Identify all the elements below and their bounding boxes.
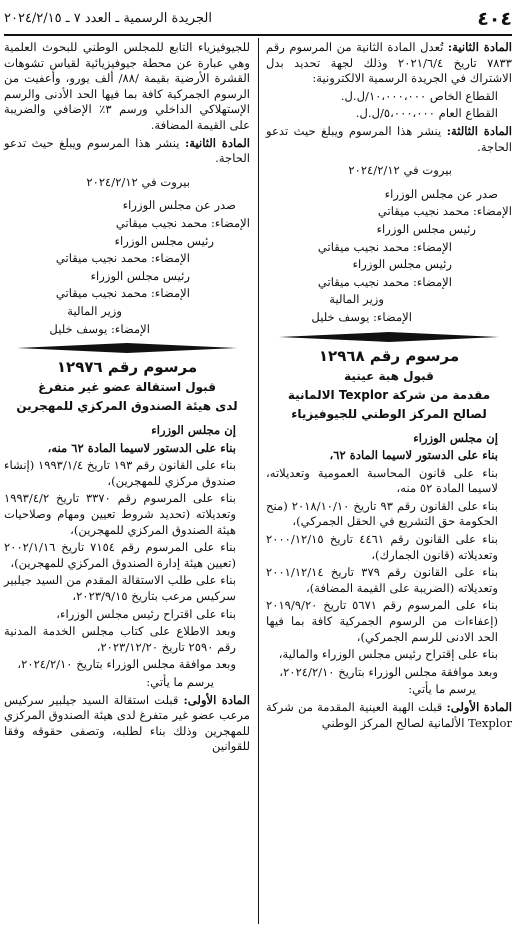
- signature-line: الإمضاء: محمد نجيب ميقاتي: [377, 204, 512, 219]
- constitution-clause: بناء على الدستور لاسيما المادة ٦٢،: [329, 448, 498, 463]
- signature-line: الإمضاء: محمد نجيب ميقاتي: [317, 274, 452, 289]
- signature-line: الإمضاء: يوسف خليل: [311, 309, 412, 324]
- article-2: المادة الثانية: ينشر هذا المرسوم ويبلغ حيث تدعو الحاجة.: [4, 135, 251, 166]
- private-sector-fee: القطاع الخاص ١٠،٠٠٠،٠٠٠/ل.ل.: [340, 88, 498, 103]
- council-heading: إن مجلس الوزراء: [151, 423, 236, 438]
- signature-line: صدر عن مجلس الوزراء: [384, 186, 498, 201]
- preamble-clause: بناء على القانون رقم ٣٧٩ تاريخ ٢٠٠١/١٢/١٤ وتعديلاته (الضريبة على القيمة المضافة)،: [266, 565, 498, 595]
- preamble-clause: وبعد الاطلاع على كتاب مجلس الخدمة المدنية رقم ٢٥٩٠ تاريخ ٢٠٢٣/١٢/٢٠،: [4, 624, 236, 654]
- signature-line: الإمضاء: محمد نجيب ميقاتي: [317, 239, 452, 254]
- page-number: ٤٠٤: [477, 8, 512, 30]
- right-column: [266, 40, 512, 733]
- signature-line: رئيس مجلس الوزراء: [114, 233, 214, 248]
- constitution-clause: بناء على الدستور لاسيما المادة ٦٢ منه،: [47, 440, 236, 455]
- decree-title: لدى هيئة الصندوق المركزي للمهجرين: [16, 399, 238, 414]
- decree-title: لصالح المركز الوطني للجيوفيزياء: [291, 406, 487, 421]
- preamble-clause: بناء على القانون رقم ٩٣ تاريخ ٢٠١٨/١٠/١٠ (منح الحكومة حق التشريع في الحقل الجمركي)،: [266, 498, 498, 529]
- article-continuation: للجيوفيزياء التابع للمجلس الوطني للبحوث العلمية وهي عبارة عن محطة جيوفيزيائية لقياس تشوهات القشرة الأرضية بقيمة /٨٨/ ألف يورو، وأعفيت من الرسوم الجمركية كافة بما فيها الحد الأدنى والرسم الإستهلاكي الداخلي ورسم ٣٪ الإضافي والضريبة على القيمة المضافة.: [4, 40, 250, 132]
- separator-ornament: [279, 330, 499, 344]
- article-1: المادة الأولى: قبلت استقالة السيد جيلبير سركيس مرعب عضو غير متفرغ لدى هيئة الصندوق المركزي للمهجرين وذلك بناء لطلبه، وتصفى حقوقه وفقا للقوانين: [4, 692, 250, 754]
- preamble-clause: بناء على القانون رقم ٤٤٦١ تاريخ ٢٠٠٠/١٢/١٥ وتعديلاته (قانون الجمارك)،: [266, 532, 498, 562]
- article-3: المادة الثالثة: ينشر هذا المرسوم ويبلغ حيث تدعو الحاجة.: [266, 123, 513, 154]
- preamble-clause: بناء على المرسوم رقم ٣٣٧٠ تاريخ ١٩٩٣/٤/٢ وتعديلاته (تحديد شروط تعيين ومهام وصلاحيات هيئة الصندوق المركزي للمهجرين)،: [4, 491, 236, 537]
- article-1: المادة الأولى: قبلت الهبة العينية المقدمة من شركة Texplor الألمانية لصالح المركز الوطني: [266, 700, 513, 730]
- signature-line: الإمضاء: محمد نجيب ميقاتي: [55, 251, 190, 266]
- preamble-clause: وبعد موافقة مجلس الوزراء بتاريخ ٢٠٢٤/٢/١٠،: [279, 664, 498, 679]
- decree-line: يرسم ما يأتي:: [408, 682, 476, 697]
- preamble-clause: بناء على المرسوم رقم ٥٦٧١ تاريخ ٢٠١٩/٩/٢٠ (إعفاءات من الرسوم الجمركية كافة بما فيها الحد الادنى للرسم الجمركي)،: [266, 598, 498, 644]
- signature-line: الإمضاء: محمد نجيب ميقاتي: [55, 286, 190, 301]
- gazette-issue-title: الجريدة الرسمية ـ العدد ٧ ـ ٢٠٢٤/٢/١٥: [4, 11, 212, 26]
- council-heading: إن مجلس الوزراء: [413, 430, 498, 445]
- decree-title: قبول استقالة عضو غير متفرغ: [38, 380, 216, 395]
- issue-date: بيروت في ٢٠٢٤/٢/١٢: [86, 174, 190, 189]
- preamble-clause: بناء على طلب الاستقالة المقدم من السيد جيلبير سركيس مرعب بتاريخ ٢٠٢٣/٩/١٥،: [4, 573, 236, 604]
- left-column: [4, 40, 250, 757]
- preamble-clause: وبعد موافقة مجلس الوزراء بتاريخ ٢٠٢٤/٢/١٠،: [17, 657, 236, 672]
- signature-line: رئيس مجلس الوزراء: [90, 268, 190, 283]
- header-rule: [4, 34, 512, 36]
- signature-line: صدر عن مجلس الوزراء: [122, 198, 236, 213]
- preamble-clause: بناء على المرسوم رقم ٧١٥٤ تاريخ ٢٠٠٢/١/١٦ (تعيين هيئة إدارة الصندوق المركزي للمهجرين)،: [4, 540, 236, 570]
- signature-line: وزير المالية: [67, 303, 122, 318]
- preamble-clause: بناء على اقتراح رئيس مجلس الوزراء،: [56, 606, 236, 621]
- signature-line: رئيس مجلس الوزراء: [376, 221, 476, 236]
- signature-line: الإمضاء: يوسف خليل: [49, 321, 150, 336]
- issue-date: بيروت في ٢٠٢٤/٢/١٢: [348, 163, 452, 178]
- decree-number: مرسوم رقم ١٢٩٦٨: [318, 346, 460, 365]
- preamble-clause: بناء على قانون المحاسبة العمومية وتعديلاته، لاسيما المادة ٥٢ منه،: [266, 465, 498, 496]
- article-2: المادة الثانية: تُعدل المادة الثانية من المرسوم رقم ٧٨٣٣ تاريخ ٢٠٢١/٦/٤ وذلك لجهة تحديد بدل الاشتراك في الجريدة الرسمية الالكترونية:: [266, 40, 512, 86]
- separator-ornament: [17, 341, 237, 355]
- decree-line: يرسم ما يأتي:: [146, 675, 214, 689]
- public-sector-fee: القطاع العام ٥،٠٠٠،٠٠٠/ل.ل.: [355, 106, 498, 121]
- decree-title: قبول هبة عينية: [344, 368, 434, 383]
- signature-line: رئيس مجلس الوزراء: [352, 257, 452, 272]
- preamble-clause: بناء على القانون رقم ١٩٣ تاريخ ١٩٩٣/١/٤ (إنشاء صندوق مركزي للمهجرين)،: [4, 458, 236, 488]
- decree-number: مرسوم رقم ١٢٩٧٦: [56, 358, 198, 377]
- signature-line: وزير المالية: [329, 292, 384, 307]
- preamble-clause: بناء على إقتراح رئيس مجلس الوزراء والمالية،: [278, 647, 498, 662]
- signature-line: الإمضاء: محمد نجيب ميقاتي: [115, 215, 250, 230]
- decree-title: مقدمة من شركة Texplor الالمانية: [287, 387, 491, 402]
- column-divider: [258, 38, 259, 924]
- page-header: [4, 8, 512, 30]
